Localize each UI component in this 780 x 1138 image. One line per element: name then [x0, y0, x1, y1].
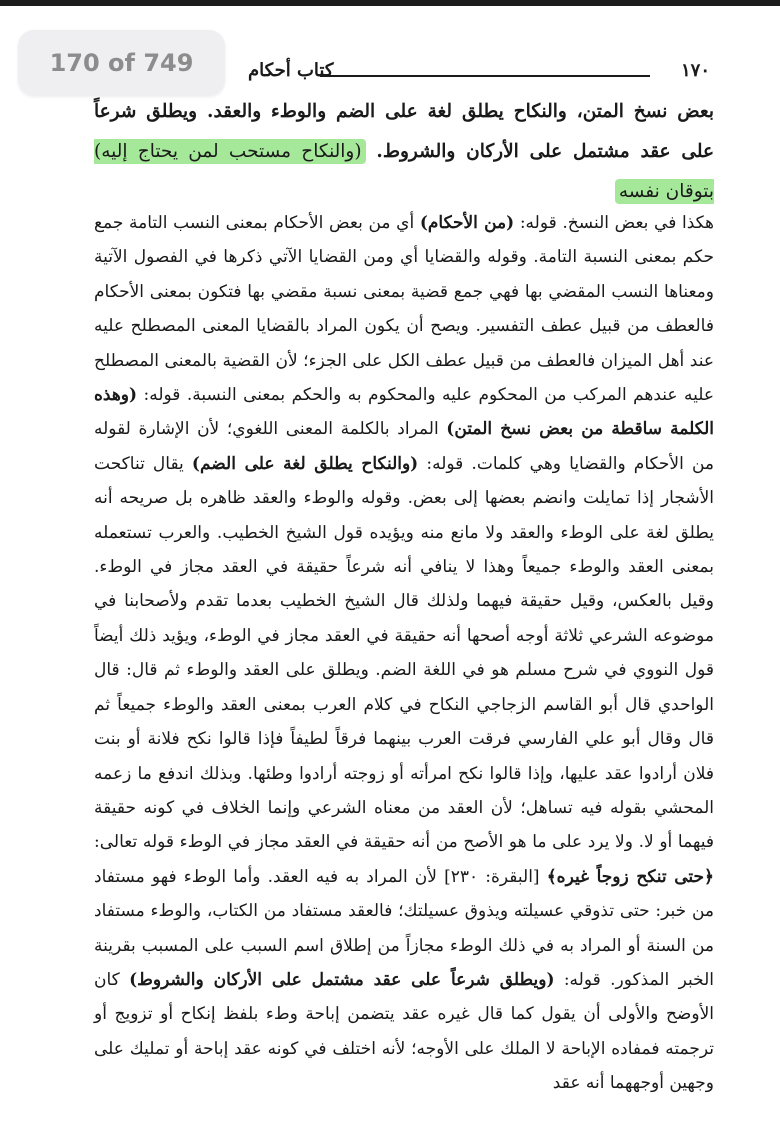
running-header [248, 60, 710, 92]
matn-part1: بعض نسخ المتن، والنكاح يطلق لغة على الضم والوطء والعقد. ويطلق شرعاً على عقد مشتمل على الأركان والشروط. [94, 101, 714, 162]
commentary-text [94, 206, 714, 1101]
book-title: كتاب أحكام [248, 60, 334, 81]
commentary-lemma: (والنكاح يطلق لغة على الضم) [191, 453, 419, 474]
commentary-segment: كان الأوضح والأولى أن يقول كما قال غيره عقد يتضمن إباحة وطء بلفظ إنكاح أو تزويج أو ترجمته فمفاده الإباحة لا الملك على الأوجه؛ لأنه اختلف في كونه عقد إباحة أو تمليك على وجهين أوجههما أنه عقد [94, 969, 714, 1094]
matn-text [94, 92, 714, 212]
page-indicator-badge: 170 of 749 [18, 30, 225, 96]
commentary-lemma: (ويطلق شرعاً على عقد مشتمل على الأركان والشروط) [129, 969, 555, 990]
commentary-segment: [البقرة: ٢٣٠] لأن المراد به فيه العقد. وأما الوطء فهو مستفاد من خبر: حتى تذوقي عسيلته ويذوق عسيلتك؛ فالعقد مستفاد من الكتاب، والوطء مستفاد من السنة أو المراد به في ذلك الوطء مجازاً من إطلاق اسم السبب على المسبب بقرينة الخبر المذكور. قوله: [94, 866, 714, 990]
commentary-lemma: (وهذه الكلمة ساقطة من بعض نسخ المتن) [94, 385, 714, 440]
quran-quote: ﴿حتى تنكح زوجاً غيره﴾ [546, 866, 715, 887]
commentary-segment: أي من بعض الأحكام بمعنى النسب التامة جمع حكم بمعنى النسبة التامة. وقوله والقضايا أي ومن القضايا الآتي ذكرها في الفصول الآتية ومعناها النسب المقضي بها فهي جمع قضية بمعنى نسبة مقضي بها فتكون بمعنى الأحكام فالعطف من قبيل عطف التفسير. ويصح أن يكون المراد بالقضايا المعنى المصطلح عليه عند أهل الميزان فالعطف من قبيل عطف الكل على الجزء؛ لأن القضية بالمعنى المصطلح عليه عندهم المركب من المحكوم عليه والمحكوم به والحكم بمعنى النسبة. قوله: [94, 213, 714, 406]
commentary-lemma: (من الأحكام) [419, 213, 515, 233]
commentary-segment: المراد بالكلمة المعنى اللغوي؛ لأن الإشارة لقوله من الأحكام والقضايا وهي كلمات. قوله: [94, 419, 715, 474]
window-top-bar [0, 0, 780, 6]
commentary-segment: يقال تناكحت الأشجار إذا تمايلت وانضم بعضها إلى بعض. وقوله والوطء والعقد ظاهره بل صريحه أنه يطلق لغة على الوطء والعقد ولا مانع منه ويؤيده قول الشيخ الخطيب. والعرب تستعمله بمعنى العقد والوطء جميعاً وهذا لا ينافي أنه شرعاً حقيقة في العقد مجاز في الوطء. وقيل بالعكس، وقيل حقيقة فيهما ولذلك قال الشيخ الخطيب بعدما تقدم ولأصحابنا في موضوعه الشرعي ثلاثة أوجه أصحها أنه حقيقة في العقد مجاز في الوطء، ويؤيد ذلك أيضاً قول النووي في شرح مسلم هو في اللغة الضم. ويطلق على العقد والوطء ثم قال: قال الواحدي قال أبو القاسم الزجاجي النكاح في كلام العرب بمعنى العقد والوطء جميعاً ثم قال وقال أبو علي الفارسي فرقت العرب بينهما فرقاً لطيفاً فإذا قالوا نكح فلانة أو بنت فلان أرادوا عقد عليها، وإذا قالوا نكح امرأته أو زوجته أرادوا وطئها. وبذلك اندفع ما زعمه المحشي بقوله فيه تساهل؛ لأن العقد من معناه الشرعي وإنما الخلاف في كونه حقيقة فيهما أو لا. ولا يرد على ما هو الأصح من أنه حقيقة في العقد مجاز في الوطء قوله تعالى: [94, 453, 714, 853]
header-rule [320, 75, 650, 77]
page-number: ١٧٠ [680, 60, 710, 81]
commentary-segment: هكذا في بعض النسخ. قوله: [514, 213, 714, 233]
highlighted-text: (والنكاح مستحب لمن يحتاج إليه) بتوقان نفسه [94, 141, 714, 202]
